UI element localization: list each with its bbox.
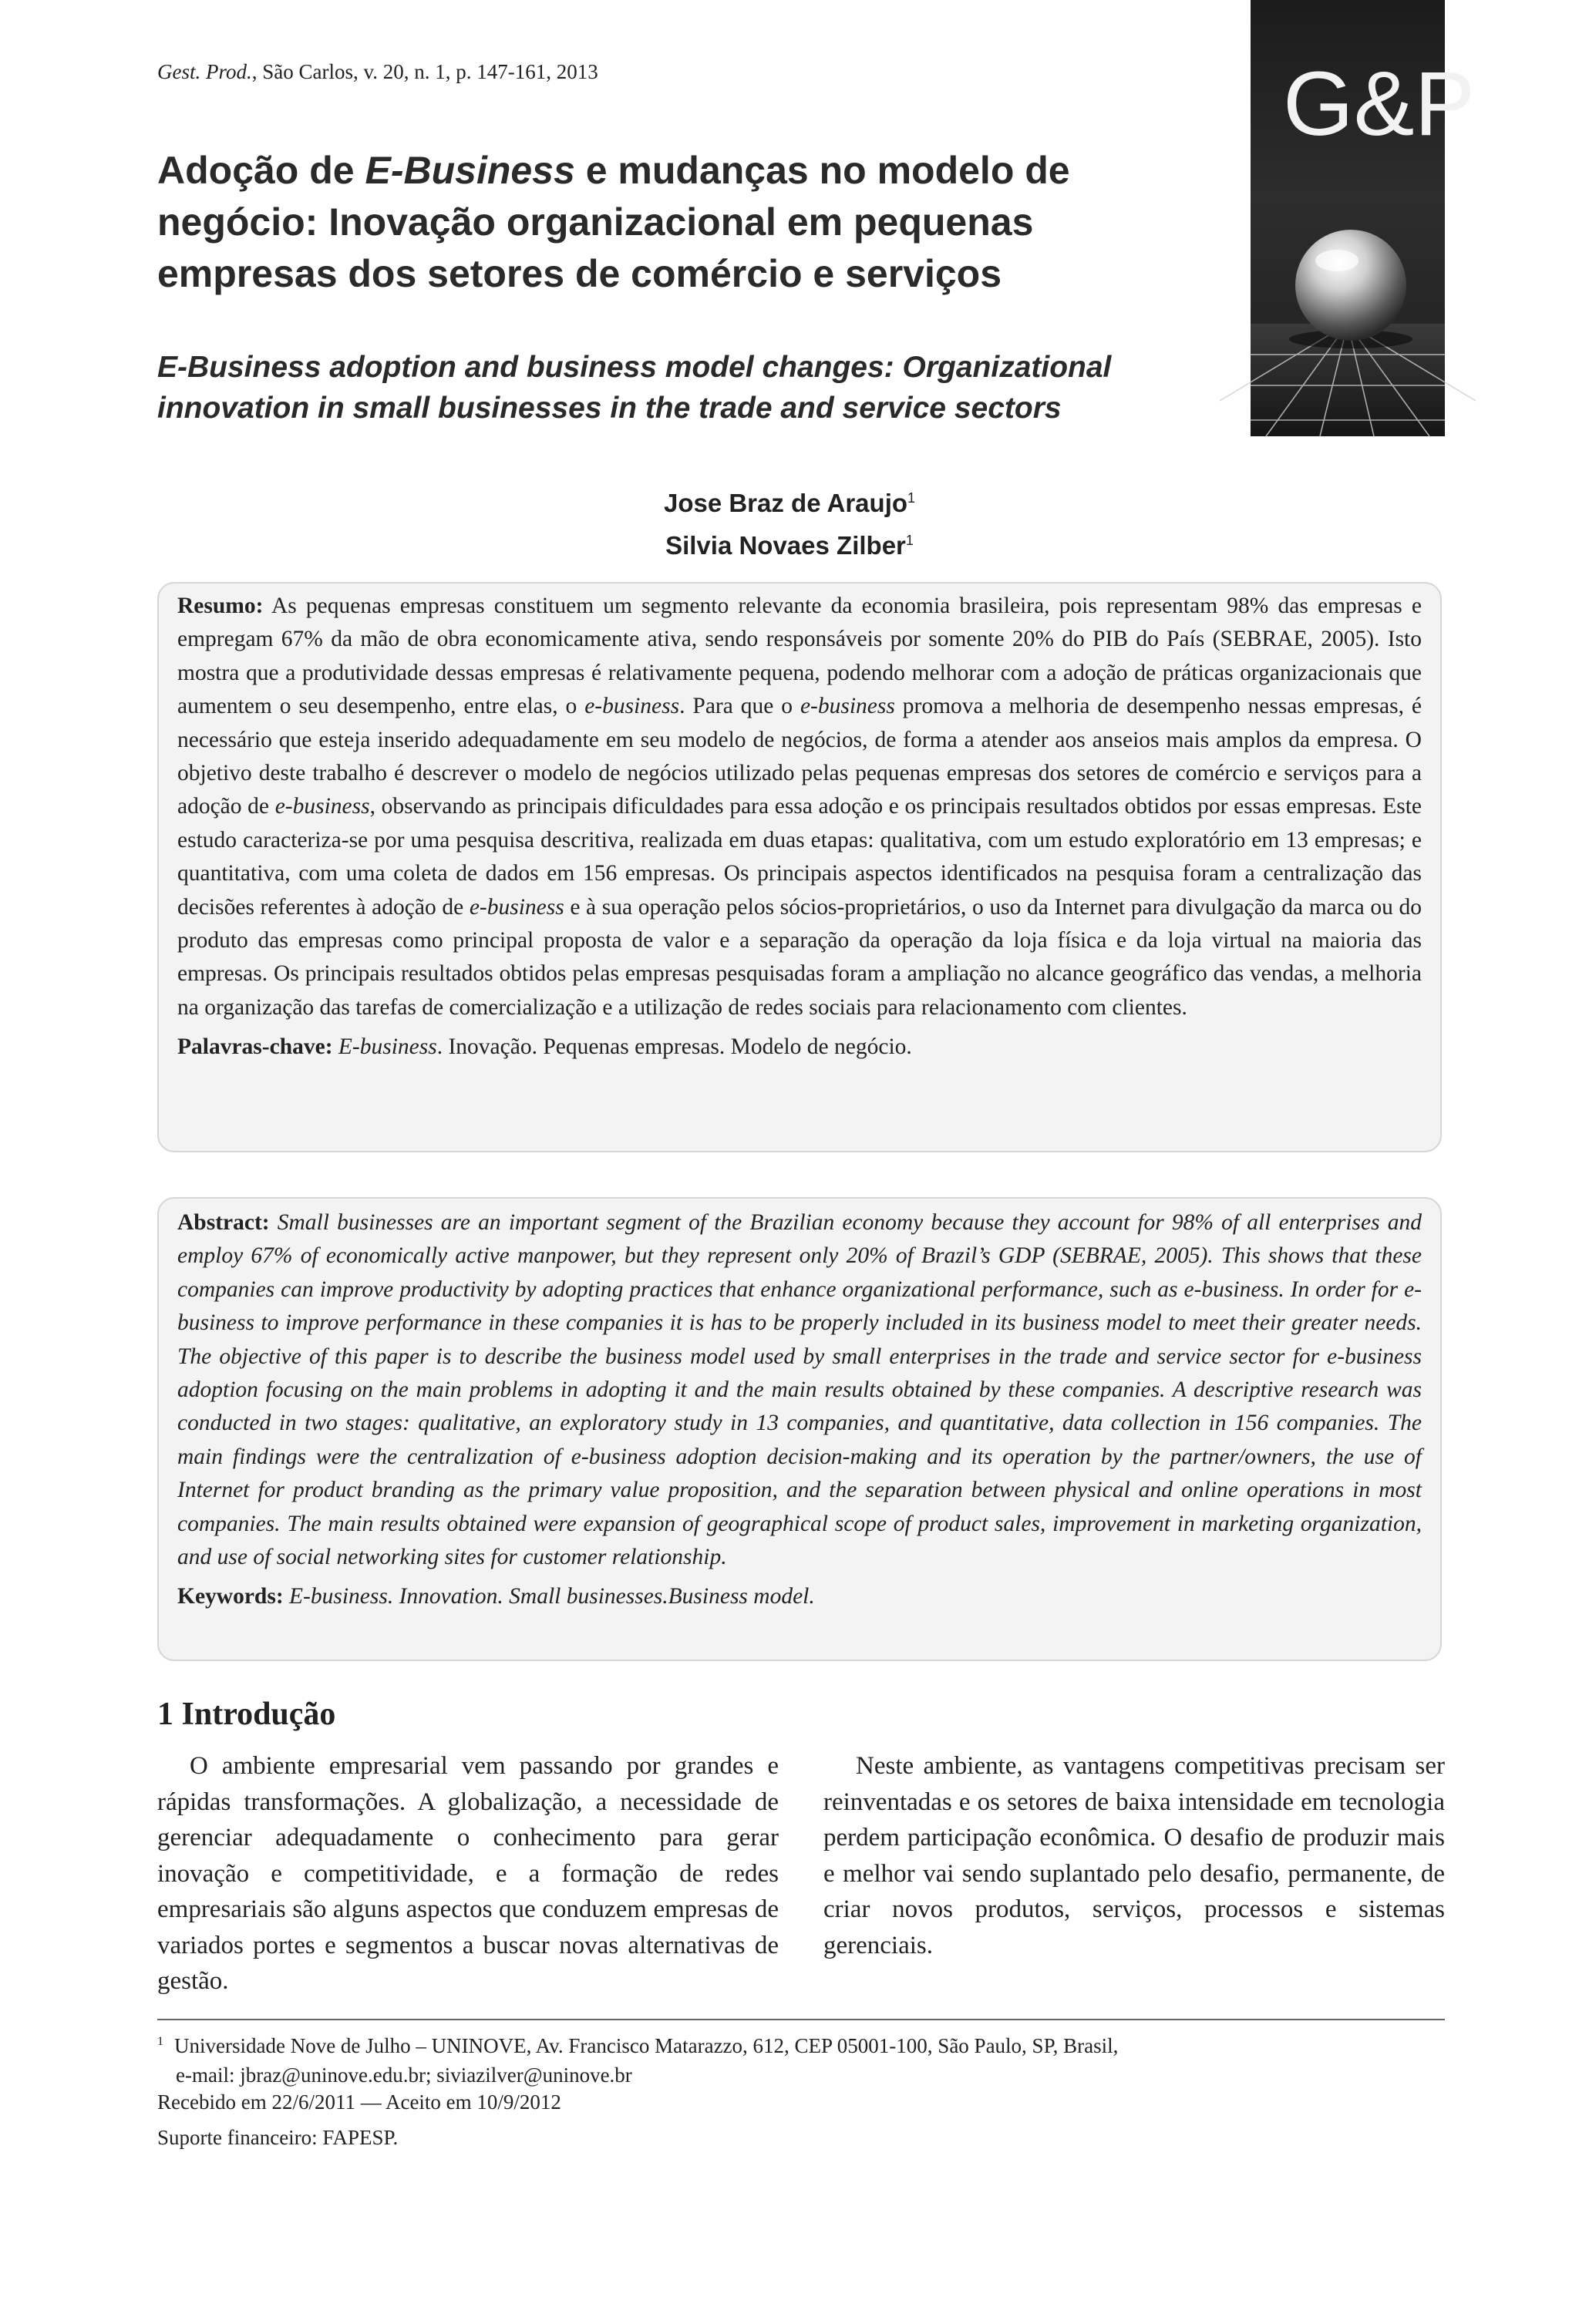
journal-reference xyxy=(157,60,598,84)
author xyxy=(0,522,1579,564)
resumo-text-segment: , observando as principais dificuldades para essa adoção e os principais resultados obtidos por essas empresas. Este estudo caracteriza-se por uma pesquisa descritiva, realizada em duas etapas: qualitativa, com um estudo exploratório em 13 empresas; e quantitativa, com uma coleta de dados em 156 empresas. Os principais aspectos identificados na pesquisa foram a centralização das decisões referentes à adoção de xyxy=(177,794,1422,920)
keywords-rest: . Inovação. Pequenas empresas. Modelo de negócio. xyxy=(436,1034,912,1060)
author-name: Jose Braz de Araujo xyxy=(663,489,908,517)
author-list xyxy=(0,479,1579,564)
keywords-list: E-business. Innovation. Small businesses.Business model. xyxy=(283,1584,815,1609)
keywords-label: Palavras-chave: xyxy=(177,1034,333,1060)
abstract-box xyxy=(157,1197,1442,1661)
footnote-affiliation: Universidade Nove de Julho – UNINOVE, Av. Francisco Matarazzo, 612, CEP 05001-100, São Paulo, SP, Brasil, xyxy=(174,2034,1119,2057)
author xyxy=(0,479,1579,522)
title-english: E-Business adoption and business model changes: Organizational innovation in small businesses in the trade and service sectors xyxy=(157,351,1112,425)
footnote-marker: 1 xyxy=(157,2035,163,2048)
resumo-italic-term: e-business xyxy=(584,694,680,719)
author-affiliation-marker: 1 xyxy=(905,533,914,548)
author-affiliation-marker: 1 xyxy=(907,490,916,506)
resumo-italic-term: e-business xyxy=(800,694,895,719)
title-pt-part1: Adoção de xyxy=(157,149,365,192)
resumo-text xyxy=(177,590,1422,1024)
author-name: Silvia Novaes Zilber xyxy=(665,531,906,560)
keyword-italic: E-business xyxy=(332,1034,437,1060)
intro-column-left: O ambiente empresarial vem passando por grandes e rápidas transformações. A globalização, a necessidade de gerenciar adequadamente o conhecimento para gerar inovação e competitividade, e a formação de redes empresariais são alguns aspectos que conduzem empresas de variados portes e segmentos a buscar novas alternativas de gestão. xyxy=(157,1752,779,1995)
logo-graphic xyxy=(1251,0,1476,436)
abstract-keywords xyxy=(177,1580,1422,1613)
resumo-text-segment: e à sua operação pelos sócios-proprietários, o uso da Internet para divulgação da marca ou do produto das empresas como principal proposta de valor e a separação da operação da loja física e da loja virtual na maioria das empresas. Os principais resultados obtidos pelas empresas pesquisadas foram a ampliação no alcance geográfico das vendas, a melhoria na organização das tarefas de comercialização e a utilização de redes sociais para relacionamento com clientes. xyxy=(177,894,1422,1020)
logo-text: G&P xyxy=(1283,53,1476,155)
title-pt-part2: e mudanças no modelo de negócio: Inovação organizacional em pequenas empresas dos setores de comércio e serviços xyxy=(157,149,1070,295)
journal-name: Gest. Prod. xyxy=(157,60,252,83)
received-dates: Recebido em 22/6/2011 — Aceito em 10/9/2012 xyxy=(157,2090,561,2114)
keywords-label: Keywords: xyxy=(177,1584,284,1609)
resumo-text-segment: . Para que o xyxy=(679,694,800,719)
footnote xyxy=(157,2027,1445,2090)
resumo-text-segment: As pequenas empresas constituem um segmento relevante da economia brasileira, pois representam 98% das empresas e empregam 67% da mão de obra economicamente ativa, sendo responsáveis por somente 20% do PIB do País (SEBRAE, 2005). Isto mostra que a produtividade dessas empresas é relativamente pequena, podendo melhorar com a adoção de práticas organizacionais que aumentem o seu desempenho, entre elas, o xyxy=(177,594,1422,719)
footnote-divider xyxy=(157,2019,1445,2020)
footnote-line xyxy=(157,2027,1445,2060)
abstract-body: Small businesses are an important segment of the Brazilian economy because they account for 98% of all enterprises and employ 67% of economically active manpower, but they represent only 20% of Brazil’s GDP (SEBRAE, 2005). This shows that these companies can improve productivity by adopting practices that enhance organizational performance, such as e-business. In order for e-business to improve performance in these companies it is has to be properly included in its business model to meet their greater needs. The objective of this paper is to describe the business model used by small enterprises in the trade and service sector for e-business adoption focusing on the main problems in adopting it and the main results obtained by these companies. A descriptive research was conducted in two stages: qualitative, an exploratory study in 13 companies, and quantitative, data collection in 156 companies. The main findings were the centralization of e-business adoption decision-making and its operation by the partner/owners, the use of Internet for product branding as the primary value proposition, and the separation between physical and online operations in most companies. The main results obtained were expansion of geographical scope of product sales, improvement in marketing organization, and use of social networking sites for customer relationship. xyxy=(177,1210,1422,1570)
abstract-text xyxy=(177,1206,1422,1574)
footnote-email: e-mail: jbraz@uninove.edu.br; siviazilver@uninove.br xyxy=(176,2063,632,2087)
intro-column-right: Neste ambiente, as vantagens competitivas precisam ser reinventadas e os setores de baixa intensidade em tecnologia perdem participação econômica. O desafio de produzir mais e melhor vai sendo suplantado pelo desafio, permanente, de criar novos produtos, serviços, processos e sistemas gerenciais. xyxy=(823,1752,1445,1959)
resumo-box xyxy=(157,582,1442,1152)
journal-logo xyxy=(1251,0,1476,436)
abstract-label: Abstract: xyxy=(177,1210,270,1235)
title-pt-italic: E-Business xyxy=(365,149,575,192)
resumo-keywords xyxy=(177,1031,1422,1064)
section-heading: 1 Introdução xyxy=(157,1697,336,1732)
journal-details: , São Carlos, v. 20, n. 1, p. 147-161, 2013 xyxy=(251,60,598,83)
resumo-italic-term: e-business xyxy=(274,794,370,819)
title-portuguese xyxy=(157,145,1221,300)
funding-note: Suporte financeiro: FAPESP. xyxy=(157,2126,399,2149)
resumo-italic-term: e-business xyxy=(469,894,564,920)
resumo-text-segment: promova a melhoria de desempenho nessas empresas, é necessário que esteja inserido adequadamente em seu modelo de negócios, de forma a atender aos anseios mais amplos da empresa. O objetivo deste trabalho é descrever o modelo de negócios utilizado pelas pequenas empresas dos setores de comércio e serviços para a adoção de xyxy=(177,694,1422,819)
resumo-label: Resumo: xyxy=(177,594,264,618)
